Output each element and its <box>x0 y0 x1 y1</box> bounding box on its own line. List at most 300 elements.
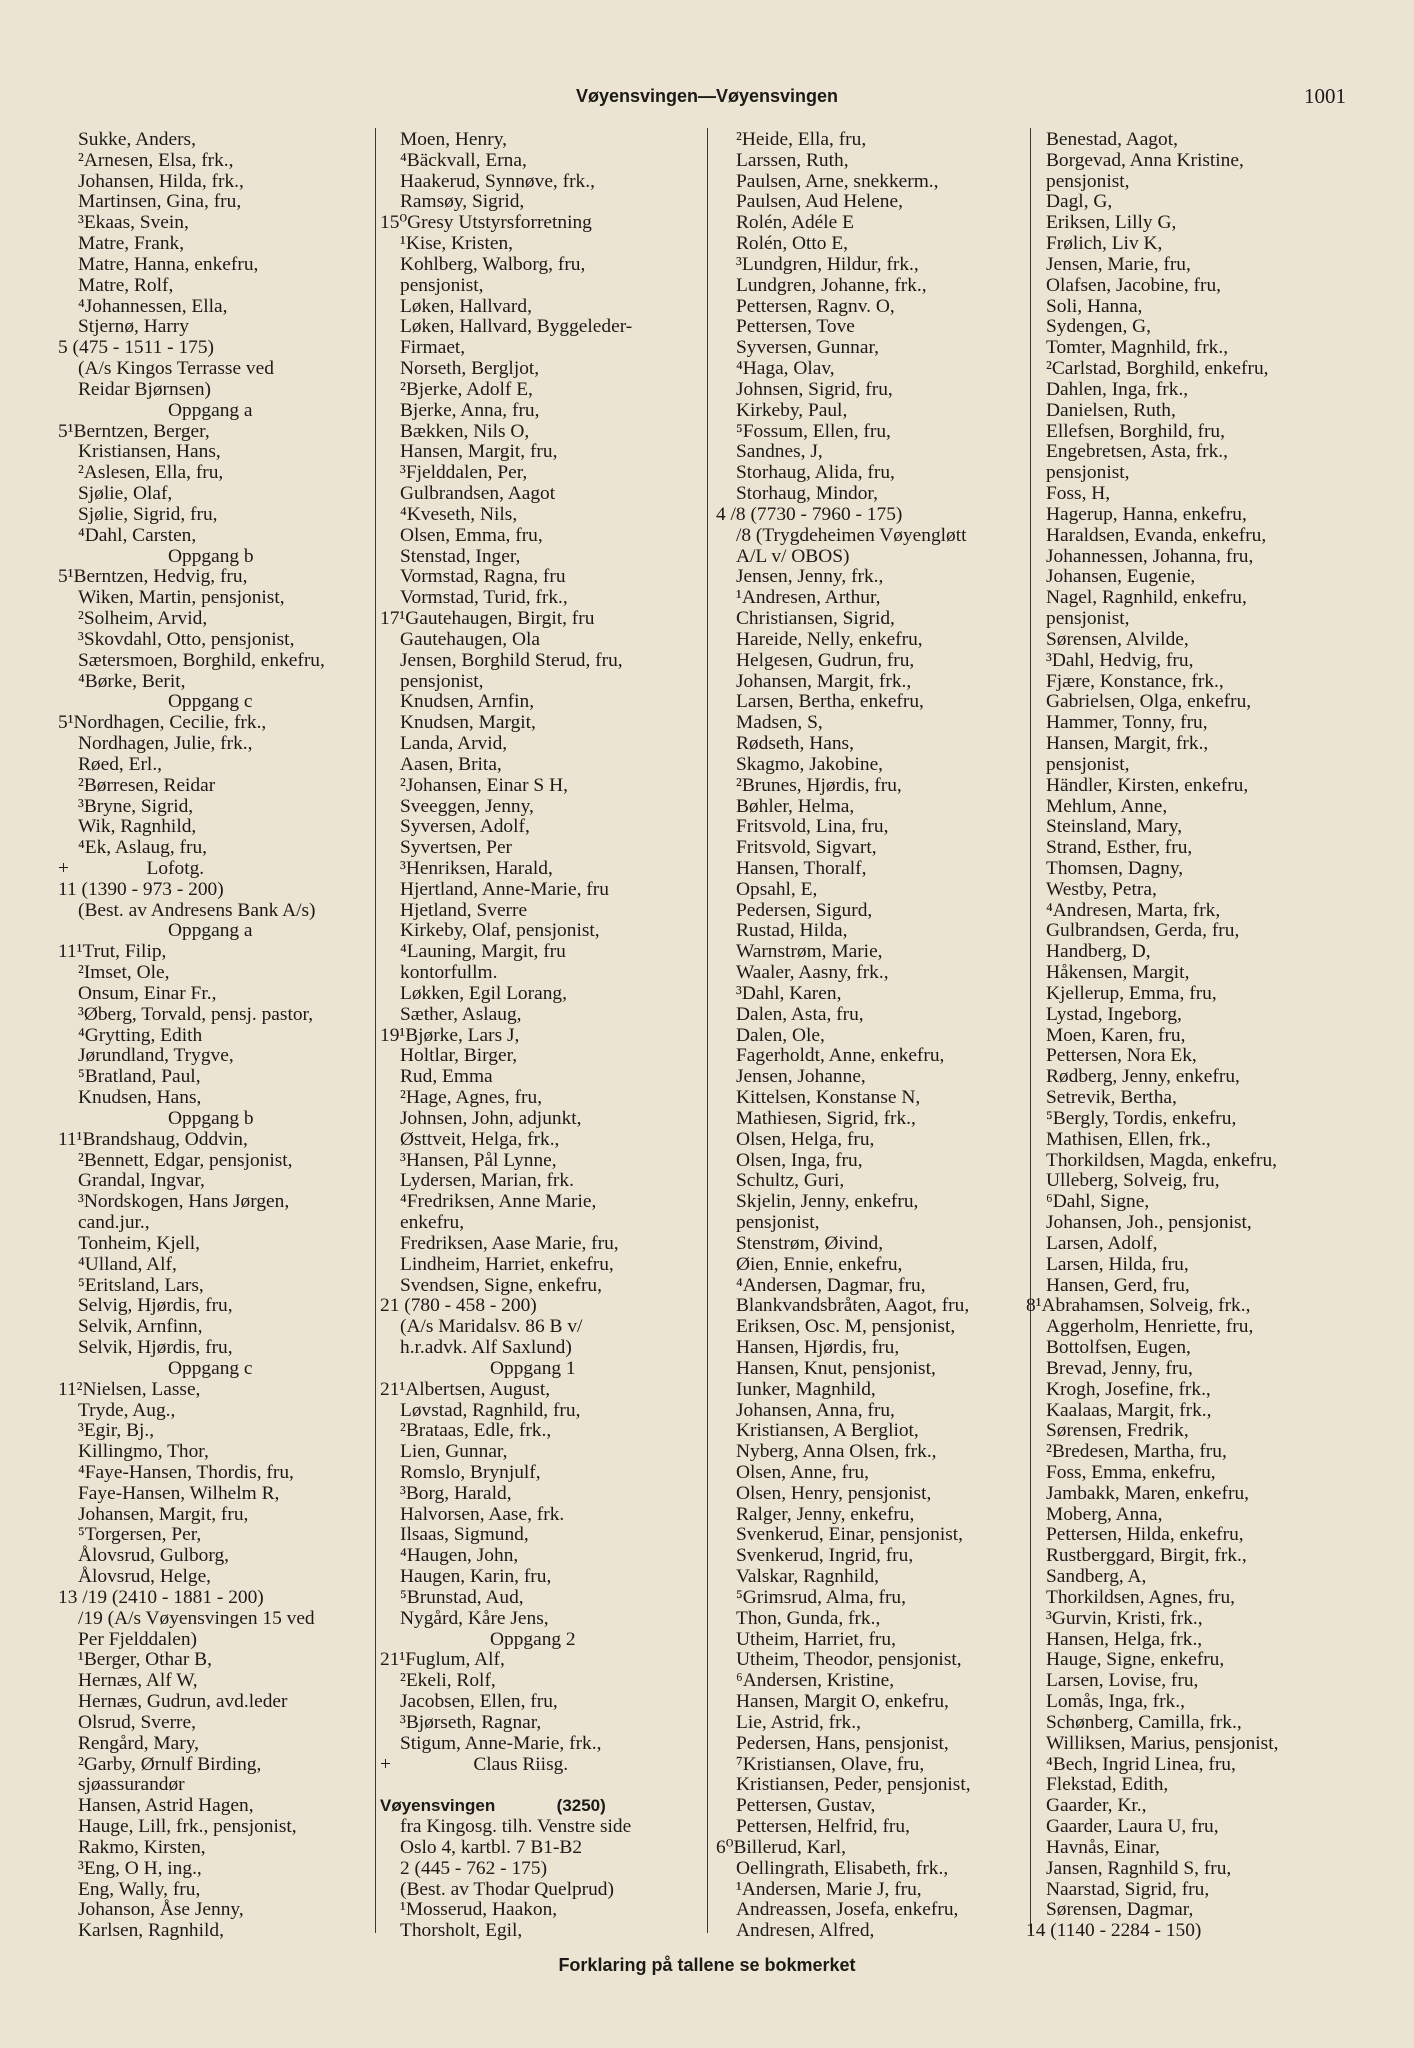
entrance-heading: Oppgang b <box>168 1107 254 1129</box>
listing-line: Engebretsen, Asta, frk., <box>1046 441 1229 463</box>
listing-line: Matre, Hanna, enkefru, <box>78 253 259 275</box>
listing-line: Flekstad, Edith, <box>1046 1774 1169 1796</box>
listing-line: Pedersen, Hans, pensjonist, <box>736 1732 949 1754</box>
listing-line: ²Bjerke, Adolf E, <box>400 378 533 400</box>
listing-line: ⁴Faye-Hansen, Thordis, fru, <box>78 1462 294 1483</box>
listing-line: Rakmo, Kirsten, <box>78 1836 206 1858</box>
listing-line: Jacobsen, Ellen, fru, <box>400 1691 558 1713</box>
listing-line: Waaler, Aasny, frk., <box>736 962 889 984</box>
listing-line: ³Egir, Bj., <box>78 1420 155 1442</box>
entrance-heading: Oppgang c <box>168 1357 253 1379</box>
listing-line: Lydersen, Marian, frk. <box>400 1170 574 1192</box>
listing-line: Jensen, Jenny, frk., <box>736 566 884 588</box>
listing-line: Syversen, Adolf, <box>400 816 530 838</box>
listing-line: Frølich, Liv K, <box>1046 233 1163 255</box>
listing-line: Sørensen, Fredrik, <box>1046 1420 1189 1442</box>
listing-line: Hjetland, Sverre <box>400 899 528 921</box>
listing-line: Gautehaugen, Ola <box>400 628 540 650</box>
listing-line: Matre, Rolf, <box>78 274 174 296</box>
listing-line: Jensen, Marie, fru, <box>1046 253 1191 275</box>
listing-line: ²Børresen, Reidar <box>78 774 216 796</box>
listing-line: Naarstad, Sigrid, fru, <box>1046 1878 1210 1900</box>
listing-line: Rødberg, Jenny, enkefru, <box>1046 1066 1240 1088</box>
listing-note: Per Fjelddalen) <box>78 1628 198 1650</box>
listing-line: Christiansen, Sigrid, <box>736 608 895 630</box>
listing-line: Sætersmoen, Borghild, enkefru, <box>78 649 325 671</box>
listing-line: ⁴Andersen, Dagmar, fru, <box>736 1274 926 1296</box>
listing-line: Utheim, Harriet, fru, <box>736 1628 896 1650</box>
listing-line: Jensen, Johanne, <box>736 1066 866 1088</box>
listing-line: Håkensen, Margit, <box>1046 962 1190 984</box>
listing-line: Fritsvold, Lina, fru, <box>736 816 889 838</box>
listing-line: Bottolfsen, Eugen, <box>1046 1337 1191 1359</box>
house-number-line: 11¹Brandshaug, Oddvin, <box>58 1128 248 1150</box>
listing-line: pensjonist, <box>736 1212 820 1234</box>
listing-line: Tonheim, Kjell, <box>78 1232 200 1254</box>
listing-line: Olsen, Helga, fru, <box>736 1128 875 1150</box>
listing-line: ⁴Børke, Berit, <box>78 670 186 692</box>
listing-line: Gaarder, Laura U, fru, <box>1046 1816 1219 1838</box>
listing-line: ³Skovdahl, Otto, pensjonist, <box>78 628 295 650</box>
listing-line: ³Eng, O H, ing., <box>78 1857 202 1879</box>
listing-line: ²Ekeli, Rolf, <box>400 1670 496 1692</box>
listing-line: kontorfullm. <box>400 962 498 984</box>
house-number-line: 21 (780 - 458 - 200) <box>380 1295 537 1317</box>
listing-line: Storhaug, Alida, fru, <box>736 462 895 484</box>
listing-line: Pettersen, Tove <box>736 316 855 338</box>
listing-line: Eriksen, Lilly G, <box>1046 212 1177 234</box>
listing-line: ⁴Bäckvall, Erna, <box>400 149 527 171</box>
cross-street: + Lofotg. <box>58 857 205 879</box>
listing-line: Brevad, Jenny, fru, <box>1046 1357 1193 1379</box>
listing-line: Foss, Emma, enkefru, <box>1046 1462 1216 1483</box>
listing-line: ¹Berger, Othar B, <box>78 1649 212 1671</box>
listing-line: ²Bredesen, Martha, fru, <box>1046 1441 1227 1463</box>
listing-line: Hauge, Lill, frk., pensjonist, <box>78 1816 297 1838</box>
listing-line: Skagmo, Jakobine, <box>736 753 884 775</box>
listing-line: Selvig, Hjørdis, fru, <box>78 1295 233 1317</box>
listing-line: ²Solheim, Arvid, <box>78 608 208 630</box>
listing-line: Lien, Gunnar, <box>400 1441 508 1463</box>
listing-line: Gulbrandsen, Gerda, fru, <box>1046 920 1240 942</box>
house-number-line: 5 (475 - 1511 - 175) <box>58 337 214 359</box>
listing-line: Løken, Hallvard, <box>400 295 532 317</box>
listing-line: Steinsland, Mary, <box>1046 816 1183 838</box>
listing-line: Ralger, Jenny, enkefru, <box>736 1503 915 1525</box>
listing-line: ⁴Fredriksen, Anne Marie, <box>400 1191 597 1213</box>
listing-line: Syversen, Gunnar, <box>736 337 880 359</box>
listing-line: Rødseth, Hans, <box>736 733 854 755</box>
listing-line: cand.jur., <box>78 1212 150 1234</box>
listing-line: Thon, Gunda, frk., <box>736 1607 881 1629</box>
listing-line: Pettersen, Hilda, enkefru, <box>1046 1524 1244 1546</box>
listing-line: Johansen, Margit, frk., <box>736 670 912 692</box>
listing-line: ²Imset, Ole, <box>78 962 170 984</box>
listing-line: Hansen, Margit, fru, <box>400 441 558 463</box>
listing-line: Haugen, Karin, fru, <box>400 1566 552 1588</box>
listing-line: Nyberg, Anna Olsen, frk., <box>736 1441 937 1463</box>
listing-line: Kristiansen, A Bergliot, <box>736 1420 919 1442</box>
listing-line: Kristiansen, Hans, <box>78 441 221 463</box>
listing-line: enkefru, <box>400 1212 465 1234</box>
house-number-line: 15⁰Gresy Utstyrsforretning <box>380 212 592 234</box>
listing-line: Nordhagen, Julie, frk., <box>78 733 253 755</box>
listing-line: Hansen, Hjørdis, fru, <box>736 1337 900 1359</box>
listing-line: ²Carlstad, Borghild, enkefru, <box>1046 358 1269 380</box>
house-number-line: 21¹Fuglum, Alf, <box>380 1649 505 1671</box>
listing-line: Martinsen, Gina, fru, <box>78 191 242 213</box>
listing-line: Sydengen, G, <box>1046 316 1152 338</box>
listing-line: Holtlar, Birger, <box>400 1045 518 1067</box>
listing-line: Thorkildsen, Magda, enkefru, <box>1046 1149 1278 1171</box>
listing-line: Dalen, Asta, fru, <box>736 1003 864 1025</box>
listing-line: Lystad, Ingeborg, <box>1046 1003 1182 1025</box>
listing-line: ⁴Haga, Olav, <box>736 358 835 380</box>
listing-line: ²Hage, Agnes, fru, <box>400 1087 543 1109</box>
entrance-heading: Oppgang 1 <box>490 1357 576 1379</box>
listing-line: Kristiansen, Peder, pensjonist, <box>736 1774 971 1796</box>
listing-line: Svenkerud, Einar, pensjonist, <box>736 1524 964 1546</box>
listing-line: Dahlen, Inga, frk., <box>1046 378 1189 400</box>
listing-line: Lie, Astrid, frk., <box>736 1711 861 1733</box>
house-number-line: 5¹Berntzen, Hedvig, fru, <box>58 566 248 588</box>
listing-line: ³Dahl, Karen, <box>736 982 842 1004</box>
listing-line: Dagl, G, <box>1046 191 1113 213</box>
listing-line: Fagerholdt, Anne, enkefru, <box>736 1045 945 1067</box>
listing-line: Johansen, Eugenie, <box>1046 566 1196 588</box>
listing-line: Johansen, Hilda, frk., <box>78 170 244 192</box>
listing-line: Borgevad, Anna Kristine, <box>1046 149 1244 171</box>
listing-line: pensjonist, <box>1046 753 1130 775</box>
listing-line: Storhaug, Mindor, <box>736 483 878 505</box>
listing-line: Løvstad, Ragnhild, fru, <box>400 1399 581 1421</box>
listing-line: ³Bjørseth, Ragnar, <box>400 1711 542 1733</box>
listing-line: Moen, Karen, fru, <box>1046 1024 1186 1046</box>
listing-line: Danielsen, Ruth, <box>1046 399 1176 421</box>
listing-line: ¹Andresen, Arthur, <box>736 587 881 609</box>
listing-line: Hernæs, Alf W, <box>78 1670 198 1692</box>
listing-line: Hansen, Margit, frk., <box>1046 733 1209 755</box>
listing-line: Stigum, Anne-Marie, frk., <box>400 1732 602 1754</box>
listing-line: Olsen, Henry, pensjonist, <box>736 1482 932 1504</box>
listing-line: ²Brunes, Hjørdis, fru, <box>736 774 902 796</box>
listing-line: Nagel, Ragnhild, enkefru, <box>1046 587 1247 609</box>
listing-line: Johansen, Joh., pensjonist, <box>1046 1212 1252 1234</box>
listing-note: h.r.advk. Alf Saxlund) <box>400 1337 572 1359</box>
listing-line: Kittelsen, Konstanse N, <box>736 1087 921 1109</box>
listing-line: Johansen, Margit, fru, <box>78 1503 249 1525</box>
listing-line: Havnås, Einar, <box>1046 1836 1160 1858</box>
listing-line: Faye-Hansen, Wilhelm R, <box>78 1482 280 1504</box>
listing-line: Selvik, Hjørdis, fru, <box>78 1337 233 1359</box>
listing-line: ²Bennett, Edgar, pensjonist, <box>78 1149 293 1171</box>
listing-line: ³Gurvin, Kristi, frk., <box>1046 1607 1203 1629</box>
listing-line: ⁴Ek, Aslaug, fru, <box>78 837 208 859</box>
listing-line: ⁴Johannessen, Ella, <box>78 295 228 317</box>
listing-note: /19 (A/s Vøyensvingen 15 ved <box>78 1607 315 1629</box>
house-number-line: 11¹Trut, Filip, <box>58 941 167 963</box>
listing-line: Dalen, Ole, <box>736 1024 825 1046</box>
house-number-line: 5¹Nordhagen, Cecilie, frk., <box>58 712 267 734</box>
listing-line: Olsen, Emma, fru, <box>400 524 543 546</box>
listing-line: Kjellerup, Emma, fru, <box>1046 982 1217 1004</box>
listing-line: Moen, Henry, <box>400 130 507 150</box>
house-number-line: 5¹Berntzen, Berger, <box>58 420 210 442</box>
listing-line: Svenkerud, Ingrid, fru, <box>736 1545 914 1567</box>
listing-line: Fredriksen, Aase Marie, fru, <box>400 1232 619 1254</box>
listing-line: Syvertsen, Per <box>400 837 513 859</box>
house-number-line: 11²Nielsen, Lasse, <box>58 1378 201 1400</box>
listing-line: Sukke, Anders, <box>78 130 196 150</box>
directory-columns <box>0 130 1414 1942</box>
listing-line: Thorsholt, Egil, <box>400 1920 523 1942</box>
house-number-line: 19¹Bjørke, Lars J, <box>380 1024 520 1046</box>
listing-line: Grandal, Ingvar, <box>78 1170 205 1192</box>
street-heading: Vøyensvingen (3250) <box>380 1796 606 1816</box>
listing-line: Sæther, Aslaug, <box>400 1003 522 1025</box>
listing-line: Jansen, Ragnhild S, fru, <box>1046 1857 1232 1879</box>
listing-line: Larsen, Hilda, fru, <box>1046 1253 1189 1275</box>
listing-line: Øien, Ennie, enkefru, <box>736 1253 903 1275</box>
listing-line: Foss, H, <box>1046 483 1111 505</box>
listing-line: ³Henriksen, Harald, <box>400 857 553 879</box>
listing-line: Knudsen, Arnfin, <box>400 691 535 713</box>
listing-line: Olafsen, Jacobine, fru, <box>1046 274 1221 296</box>
listing-line: Ålovsrud, Helge, <box>78 1566 212 1588</box>
listing-line: Eng, Wally, fru, <box>78 1878 201 1900</box>
listing-line: Gaarder, Kr., <box>1046 1795 1147 1817</box>
listing-line: Pettersen, Gustav, <box>736 1795 876 1817</box>
listing-line: Bøhler, Helma, <box>736 795 855 817</box>
entrance-heading: Oppgang 2 <box>490 1628 576 1650</box>
listing-line: Ellefsen, Borghild, fru, <box>1046 420 1225 442</box>
listing-note: 2 (445 - 762 - 175) <box>400 1857 548 1879</box>
listing-line: ⁶Andersen, Kristine, <box>736 1670 895 1692</box>
listing-line: Eriksen, Osc. M, pensjonist, <box>736 1316 956 1338</box>
footer-note: Forklaring på tallene se bokmerket <box>558 1955 856 1975</box>
listing-line: Wik, Ragnhild, <box>78 816 197 838</box>
listing-line: pensjonist, <box>400 274 484 296</box>
listing-line: Strand, Esther, fru, <box>1046 837 1193 859</box>
listing-line: Stenstad, Inger, <box>400 545 521 567</box>
entrance-heading: Oppgang c <box>168 691 253 713</box>
listing-line: ³Hansen, Pål Lynne, <box>400 1149 557 1171</box>
listing-line: Mehlum, Anne, <box>1046 795 1168 817</box>
listing-line: Matre, Frank, <box>78 233 185 255</box>
listing-line: Olsen, Inga, fru, <box>736 1149 863 1171</box>
listing-line: Utheim, Theodor, pensjonist, <box>736 1649 962 1671</box>
listing-note: (A/s Maridalsv. 86 B v/ <box>400 1316 583 1338</box>
directory-column-2 <box>380 130 705 1942</box>
listing-line: Kirkeby, Olaf, pensjonist, <box>400 920 600 942</box>
listing-note: Oslo 4, kartbl. 7 B1-B2 <box>400 1836 583 1858</box>
listing-line: Olsrud, Sverre, <box>78 1711 196 1733</box>
listing-line: Händler, Kirsten, enkefru, <box>1046 774 1249 796</box>
page-number: 1001 <box>1304 84 1346 108</box>
listing-line: Larsen, Adolf, <box>1046 1232 1158 1254</box>
listing-line: ⁵Eritsland, Lars, <box>78 1274 204 1296</box>
listing-line: Vormstad, Turid, frk., <box>400 587 568 609</box>
listing-line: Pettersen, Nora Ek, <box>1046 1045 1197 1067</box>
listing-note: /8 (Trygdeheimen Vøyengløtt <box>736 524 967 546</box>
listing-line: pensjonist, <box>1046 608 1130 630</box>
listing-line: Røed, Erl., <box>78 753 163 775</box>
listing-line <box>380 1775 705 1796</box>
listing-line: Larsen, Bertha, enkefru, <box>736 691 924 713</box>
listing-line: Sveeggen, Jenny, <box>400 795 534 817</box>
listing-line: ¹Kise, Kristen, <box>400 233 513 255</box>
listing-note: Reidar Bjørnsen) <box>78 378 212 400</box>
listing-line: Romslo, Brynjulf, <box>400 1462 541 1483</box>
listing-line: Opsahl, E, <box>736 878 818 900</box>
listing-line: ⁴Dahl, Carsten, <box>78 524 197 546</box>
directory-column-1 <box>58 130 383 1942</box>
listing-line: Pedersen, Sigurd, <box>736 899 873 921</box>
listing-line: Vormstad, Ragna, fru <box>400 566 566 588</box>
listing-note: (Best. av Thodar Quelprud) <box>400 1878 614 1900</box>
listing-note: A/L v/ OBOS) <box>736 545 850 567</box>
listing-line: Warnstrøm, Marie, <box>736 941 883 963</box>
listing-line: Olsen, Anne, fru, <box>736 1462 870 1483</box>
entrance-heading: Oppgang a <box>168 920 253 942</box>
listing-line: Thorkildsen, Agnes, fru, <box>1046 1586 1236 1608</box>
listing-note: fra Kingosg. tilh. Venstre side <box>400 1816 632 1838</box>
listing-note: (Best. av Andresens Bank A/s) <box>78 899 316 921</box>
listing-line: Soli, Hanna, <box>1046 295 1143 317</box>
listing-line: Svendsen, Signe, enkefru, <box>400 1274 602 1296</box>
listing-line: ²Garby, Ørnulf Birding, <box>78 1753 262 1775</box>
listing-line: ⁵Bratland, Paul, <box>78 1066 201 1088</box>
listing-line: ²Brataas, Edle, frk., <box>400 1420 552 1442</box>
listing-line: Killingmo, Thor, <box>78 1441 209 1463</box>
listing-line: Madsen, S, <box>736 712 823 734</box>
listing-line: Sandnes, J, <box>736 441 823 463</box>
listing-line: Knudsen, Margit, <box>400 712 536 734</box>
listing-line: Johansen, Anna, fru, <box>736 1399 895 1421</box>
listing-line: Mathisen, Ellen, frk., <box>1046 1128 1211 1150</box>
house-number-line: 11 (1390 - 973 - 200) <box>58 878 224 900</box>
listing-line: ⁵Brunstad, Aud, <box>400 1586 524 1608</box>
house-number-line: 4 /8 (7730 - 7960 - 175) <box>716 503 903 525</box>
listing-line: Hernæs, Gudrun, avd.leder <box>78 1691 288 1713</box>
listing-line: Hansen, Gerd, fru, <box>1046 1274 1190 1296</box>
listing-line: Kaalaas, Margit, frk., <box>1046 1399 1212 1421</box>
listing-line: ⁴Grytting, Edith <box>78 1024 203 1046</box>
listing-line: ⁴Andresen, Marta, frk, <box>1046 899 1221 921</box>
listing-line: Williksen, Marius, pensjonist, <box>1046 1732 1279 1754</box>
listing-line: Thomsen, Dagny, <box>1046 857 1184 879</box>
listing-line: Johnsen, Sigrid, fru, <box>736 378 893 400</box>
listing-line: Oellingrath, Elisabeth, frk., <box>736 1857 949 1879</box>
listing-line: Landa, Arvid, <box>400 733 508 755</box>
listing-note: (A/s Kingos Terrasse ved <box>78 358 274 380</box>
house-number-line: 17¹Gautehaugen, Birgit, fru <box>380 608 595 630</box>
listing-line: Paulsen, Arne, snekkerm., <box>736 170 939 192</box>
listing-line: Paulsen, Aud Helene, <box>736 191 903 213</box>
listing-line: pensjonist, <box>400 670 484 692</box>
listing-line: Jørundland, Trygve, <box>78 1045 234 1067</box>
listing-line: Selvik, Arnfinn, <box>78 1316 203 1338</box>
listing-line: Rolén, Adéle E <box>736 212 854 234</box>
listing-line: Østtveit, Helga, frk., <box>400 1128 560 1150</box>
listing-line: ⁴Kveseth, Nils, <box>400 503 518 525</box>
directory-column-3 <box>716 130 1041 1942</box>
listing-line: Onsum, Einar Fr., <box>78 982 217 1004</box>
directory-column-4 <box>1026 130 1366 1942</box>
listing-line: Sjølie, Olaf, <box>78 483 173 505</box>
listing-line: ⁴Haugen, John, <box>400 1545 519 1567</box>
listing-line: ³Lundgren, Hildur, frk., <box>736 253 919 275</box>
listing-line: Benestad, Aagot, <box>1046 130 1178 150</box>
listing-line: Lomås, Inga, frk., <box>1046 1691 1185 1713</box>
cross-street: + Claus Riisg. <box>380 1753 569 1775</box>
listing-line: pensjonist, <box>1046 170 1130 192</box>
listing-line: Krogh, Josefine, frk., <box>1046 1378 1211 1400</box>
listing-line: Rustad, Hilda, <box>736 920 848 942</box>
listing-line: Johannessen, Johanna, fru, <box>1046 545 1254 567</box>
house-number-line: 8¹Abrahamsen, Solveig, frk., <box>1026 1295 1251 1317</box>
house-number-line: 6⁰Billerud, Karl, <box>716 1836 847 1858</box>
listing-line: Hjertland, Anne-Marie, fru <box>400 878 609 900</box>
listing-line: Gulbrandsen, Aagot <box>400 483 556 505</box>
listing-line: ⁵Torgersen, Per, <box>78 1524 202 1546</box>
house-number-line: 13 /19 (2410 - 1881 - 200) <box>58 1586 264 1608</box>
listing-line: Karlsen, Ragnhild, <box>78 1920 224 1942</box>
listing-line: Hansen, Margit O, enkefru, <box>736 1691 949 1713</box>
listing-line: Hammer, Tonny, fru, <box>1046 712 1208 734</box>
listing-line: Larsen, Lovise, fru, <box>1046 1670 1199 1692</box>
listing-line: Nygård, Kåre Jens, <box>400 1607 549 1629</box>
listing-line: Kohlberg, Walborg, fru, <box>400 253 586 275</box>
listing-line: Rustberggard, Birgit, frk., <box>1046 1545 1247 1567</box>
listing-line: ⁴Ulland, Alf, <box>78 1253 177 1275</box>
listing-line: pensjonist, <box>1046 462 1130 484</box>
listing-line: Norseth, Bergljot, <box>400 358 540 380</box>
listing-line: Sørensen, Dagmar, <box>1046 1899 1194 1921</box>
listing-line: Jensen, Borghild Sterud, fru, <box>400 649 623 671</box>
listing-line: Ulleberg, Solveig, fru, <box>1046 1170 1220 1192</box>
listing-line: Stenstrøm, Øivind, <box>736 1232 884 1254</box>
listing-line: Schultz, Guri, <box>736 1170 845 1192</box>
listing-line: ²Heide, Ella, fru, <box>736 130 867 150</box>
listing-line: ¹Andersen, Marie J, fru, <box>736 1878 922 1900</box>
listing-line: Firmaet, <box>400 337 466 359</box>
listing-line: ²Arnesen, Elsa, frk., <box>78 149 234 171</box>
listing-line: Sandberg, A, <box>1046 1566 1147 1588</box>
house-number-line: 21¹Albertsen, August, <box>380 1378 551 1400</box>
listing-line: Løken, Hallvard, Byggeleder- <box>400 316 633 338</box>
listing-line: Ålovsrud, Gulborg, <box>78 1545 229 1567</box>
listing-line: ²Aslesen, Ella, fru, <box>78 462 224 484</box>
listing-line: ⁵Grimsrud, Alma, fru, <box>736 1586 906 1608</box>
listing-line: Fritsvold, Sigvart, <box>736 837 877 859</box>
listing-line: Larssen, Ruth, <box>736 149 849 171</box>
listing-line: Lindheim, Harriet, enkefru, <box>400 1253 614 1275</box>
listing-line: Lundgren, Johanne, frk., <box>736 274 927 296</box>
listing-line: Johanson, Åse Jenny, <box>78 1899 244 1921</box>
listing-line: Tryde, Aug., <box>78 1399 176 1421</box>
listing-line: Iunker, Magnhild, <box>736 1378 876 1400</box>
listing-line: Tomter, Magnhild, frk., <box>1046 337 1229 359</box>
listing-line: ³Dahl, Hedvig, fru, <box>1046 649 1194 671</box>
listing-line: Hagerup, Hanna, enkefru, <box>1046 503 1247 525</box>
listing-line: Gabrielsen, Olga, enkefru, <box>1046 691 1252 713</box>
listing-line: Andreassen, Josefa, enkefru, <box>736 1899 959 1921</box>
listing-line: Hansen, Astrid Hagen, <box>78 1795 254 1817</box>
listing-line: ⁶Dahl, Signe, <box>1046 1191 1150 1213</box>
listing-line: ³Nordskogen, Hans Jørgen, <box>78 1191 290 1213</box>
listing-line: Hansen, Knut, pensjonist, <box>736 1357 936 1379</box>
